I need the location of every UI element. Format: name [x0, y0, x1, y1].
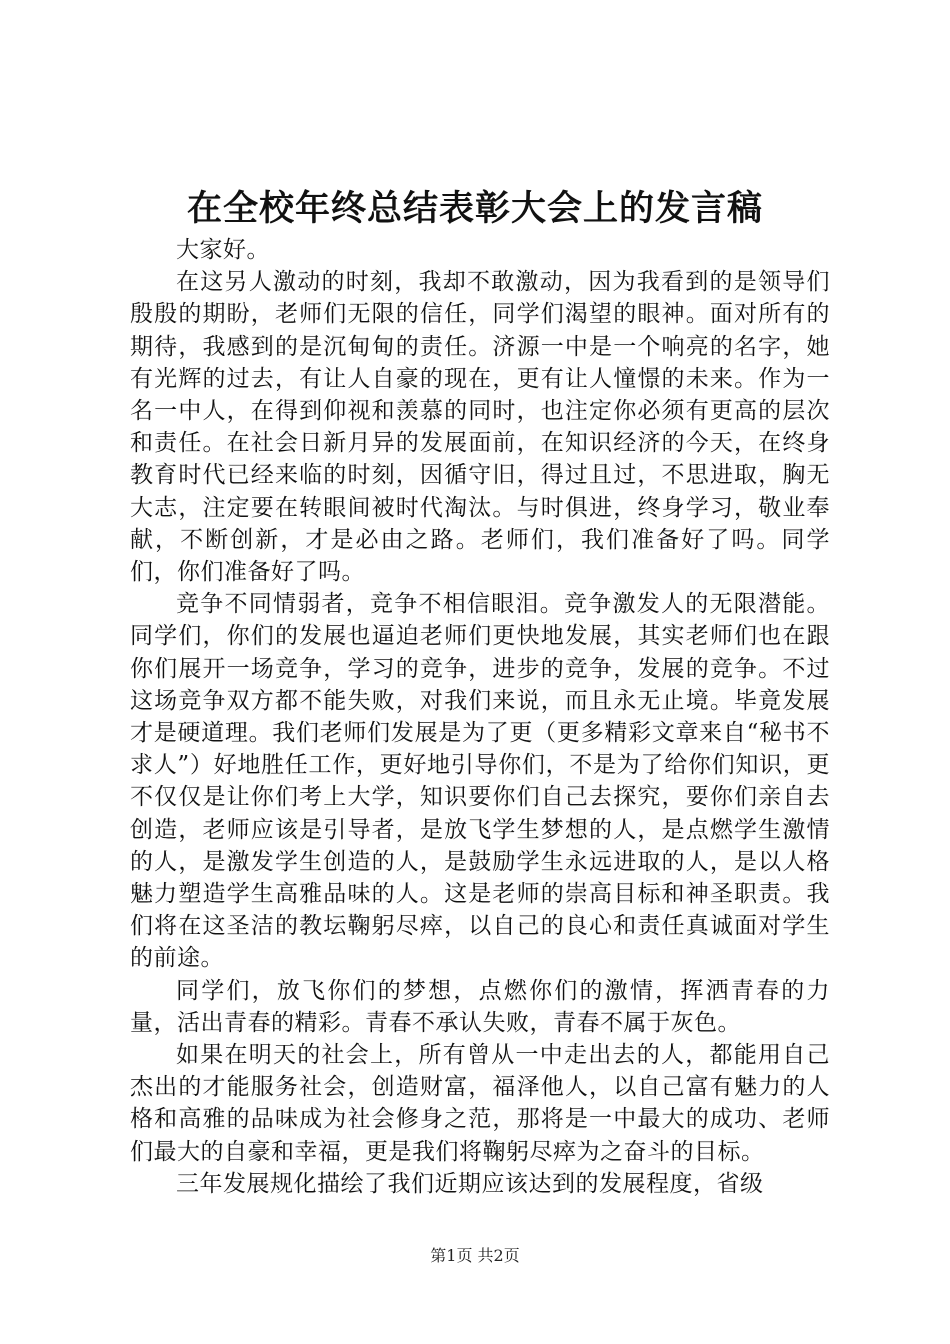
- paragraph-5: 三年发展规化描绘了我们近期应该达到的发展程度，省级: [176, 1170, 764, 1197]
- paragraph-greeting: 大家好。: [176, 237, 270, 263]
- paragraph-1: 在这另人激动的时刻，我却不敢激动，因为我看到的是领导们殷殷的期盼，老师们无限的信任，同学们渴望的眼神。面对所有的期待，我感到的是沉甸甸的责任。济源一中是一个响亮的名字，她有光辉的过去，有让人自豪的现在，更有让人憧憬的未来。作为一名一中人，在得到仰视和羡慕的同时，也注定你必须有更高的层次和责任。在社会日新月异的发展面前，在知识经济的今天，在终身教育时代已经来临的时刻，因循守旧，得过且过，不思进取，胸无大志，注定要在转眼间被时代淘汰。与时俱进，终身学习，敬业奉献，不断创新，才是必由之路。老师们，我们准备好了吗。同学们，你们准备好了吗。: [130, 269, 830, 586]
- paragraph-4: 如果在明天的社会上，所有曾从一中走出去的人，都能用自己杰出的才能服务社会，创造财富，福泽他人，以自己富有魅力的人格和高雅的品味成为社会修身之范，那将是一中最大的成功、老师们最大的自豪和幸福，更是我们将鞠躬尽瘁为之奋斗的目标。: [130, 1042, 830, 1165]
- page-footer: 第1页 共2页: [430, 1246, 520, 1265]
- paragraph-2: 竞争不同情弱者，竞争不相信眼泪。竞争激发人的无限潜能。同学们，你们的发展也逼迫老师们更快地发展，其实老师们也在跟你们展开一场竞争，学习的竞争，进步的竞争，发展的竞争。不过这场竞争双方都不能失败，对我们来说，而且永无止境。毕竟发展才是硬道理。我们老师们发展是为了更（更多精彩文章来自“秘书不求人”）好地胜任工作，更好地引导你们，不是为了给你们知识，更不仅仅是让你们考上大学，知识要你们自己去探究，要你们亲自去创造，老师应该是引导者，是放飞学生梦想的人，是点燃学生激情的人，是激发学生创造的人，是鼓励学生永远进取的人，是以人格魅力塑造学生高雅品味的人。这是老师的崇高目标和神圣职责。我们将在这圣洁的教坛鞠躬尽瘁，以自己的良心和责任真诚面对学生的前途。: [130, 591, 830, 972]
- document-title: 在全校年终总结表彰大会上的发言稿: [186, 188, 763, 229]
- paragraph-3: 同学们，放飞你们的梦想，点燃你们的激情，挥洒青春的力量，活出青春的精彩。青春不承认失败，青春不属于灰色。: [130, 977, 830, 1036]
- document-body: [130, 234, 830, 1200]
